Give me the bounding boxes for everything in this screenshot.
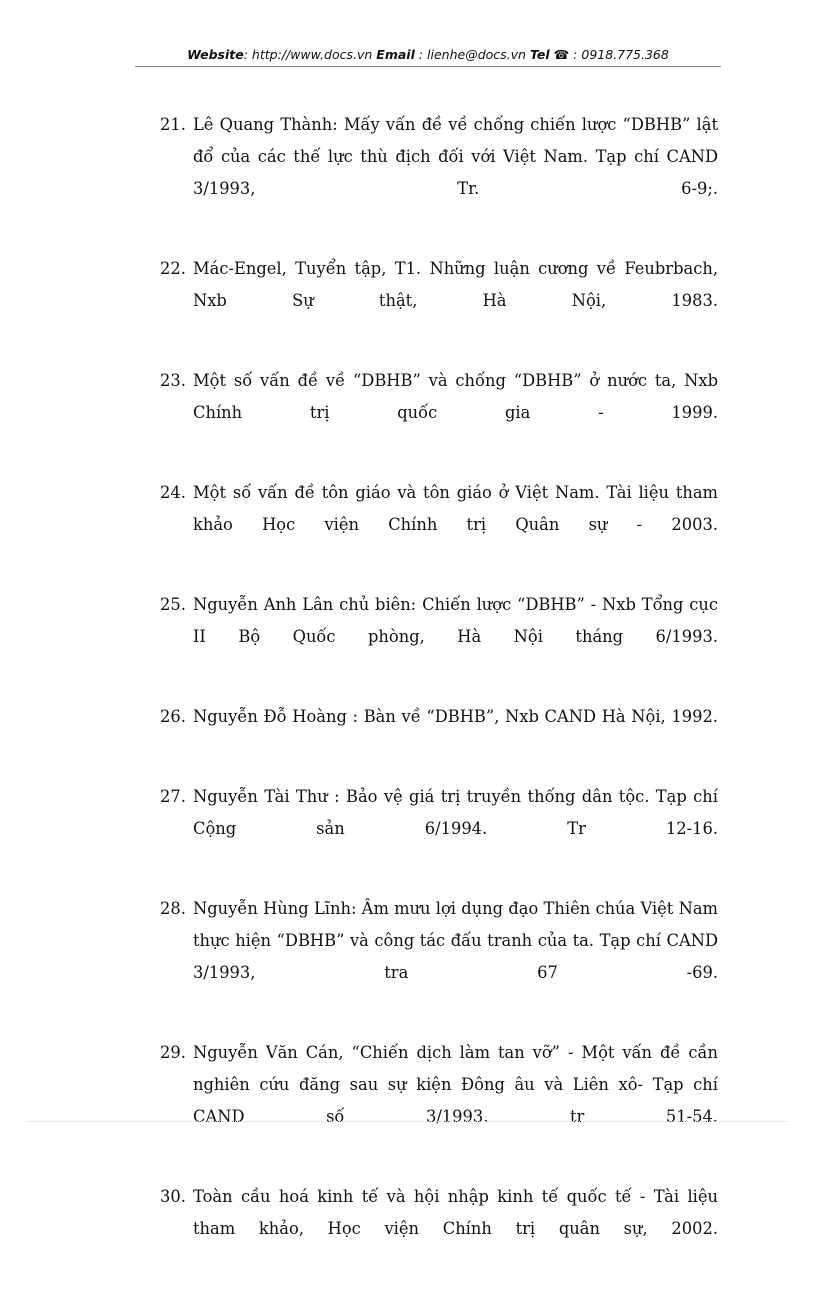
website-label: Website: [187, 47, 244, 62]
reference-text: Nguyễn Hùng Lĩnh: Âm mưu lợi dụng đạo Thiên chúa Việt Nam thực hiện “DBHB” và công tác đấu tranh của ta. Tạp chí CAND 3/1993, tra 67 -69.: [193, 899, 718, 982]
reference-text: Mác-Engel, Tuyển tập, T1. Những luận cương về Feubrbach, Nxb Sự thật, Hà Nội, 1983.: [193, 259, 718, 310]
reference-text: Lê Quang Thành: Mấy vấn đề về chống chiến lược “DBHB” lật đổ của các thế lực thù địch đối với Việt Nam. Tạp chí CAND 3/1993, Tr. 6-9;.: [193, 115, 718, 198]
reference-number: 23.: [160, 371, 186, 390]
phone-icon: ☎: [553, 47, 570, 62]
website-url: : http://www.docs.vn: [243, 47, 377, 62]
header-divider: [135, 66, 721, 67]
reference-number: 30.: [160, 1187, 186, 1206]
reference-number: 27.: [160, 787, 186, 806]
reference-item: [160, 781, 718, 877]
reference-number: 21.: [160, 115, 186, 134]
reference-text: Nguyễn Tài Thư : Bảo vệ giá trị truyền thống dân tộc. Tạp chí Cộng sản 6/1994. Tr 12-16.: [193, 787, 718, 838]
reference-number: 26.: [160, 707, 186, 726]
reference-number: 24.: [160, 483, 186, 502]
page-header: [135, 47, 721, 65]
reference-list: [160, 109, 718, 1293]
reference-item: [160, 109, 718, 237]
reference-item: [160, 253, 718, 349]
email-label: Email: [376, 47, 415, 62]
reference-number: 29.: [160, 1043, 186, 1062]
reference-number: 25.: [160, 595, 186, 614]
reference-item: [160, 1181, 718, 1277]
tel-number: : 0918.775.368: [569, 47, 669, 62]
email-address: : lienhe@docs.vn: [414, 47, 530, 62]
reference-item: [160, 589, 718, 685]
reference-item: [160, 1037, 718, 1165]
reference-text: Một số vấn đề về “DBHB” và chống “DBHB” ở nước ta, Nxb Chính trị quốc gia - 1999.: [193, 371, 718, 422]
reference-number: 28.: [160, 899, 186, 918]
page-bottom-divider: [28, 1121, 788, 1122]
reference-item: [160, 893, 718, 1021]
reference-text: Nguyễn Đỗ Hoàng : Bàn về “DBHB”, Nxb CAND Hà Nội, 1992.: [193, 707, 718, 726]
reference-text: Toàn cầu hoá kinh tế và hội nhập kinh tế quốc tế - Tài liệu tham khảo, Học viện Chính trị quân sự, 2002.: [193, 1187, 718, 1238]
reference-text: Nguyễn Anh Lân chủ biên: Chiến lược “DBHB” - Nxb Tổng cục II Bộ Quốc phòng, Hà Nội tháng 6/1993.: [193, 595, 718, 646]
reference-item: [160, 701, 718, 765]
reference-item: [160, 365, 718, 461]
reference-item: [160, 477, 718, 573]
reference-text: Một số vấn đề tôn giáo và tôn giáo ở Việt Nam. Tài liệu tham khảo Học viện Chính trị Quân sự - 2003.: [193, 483, 718, 534]
reference-number: 22.: [160, 259, 186, 278]
tel-label: Tel: [529, 47, 550, 62]
reference-text: Nguyễn Văn Cán, “Chiến dịch làm tan vỡ” - Một vấn đề cần nghiên cứu đăng sau sự kiện Đông âu và Liên xô- Tạp chí CAND số 3/1993. tr 51-54.: [193, 1043, 718, 1126]
